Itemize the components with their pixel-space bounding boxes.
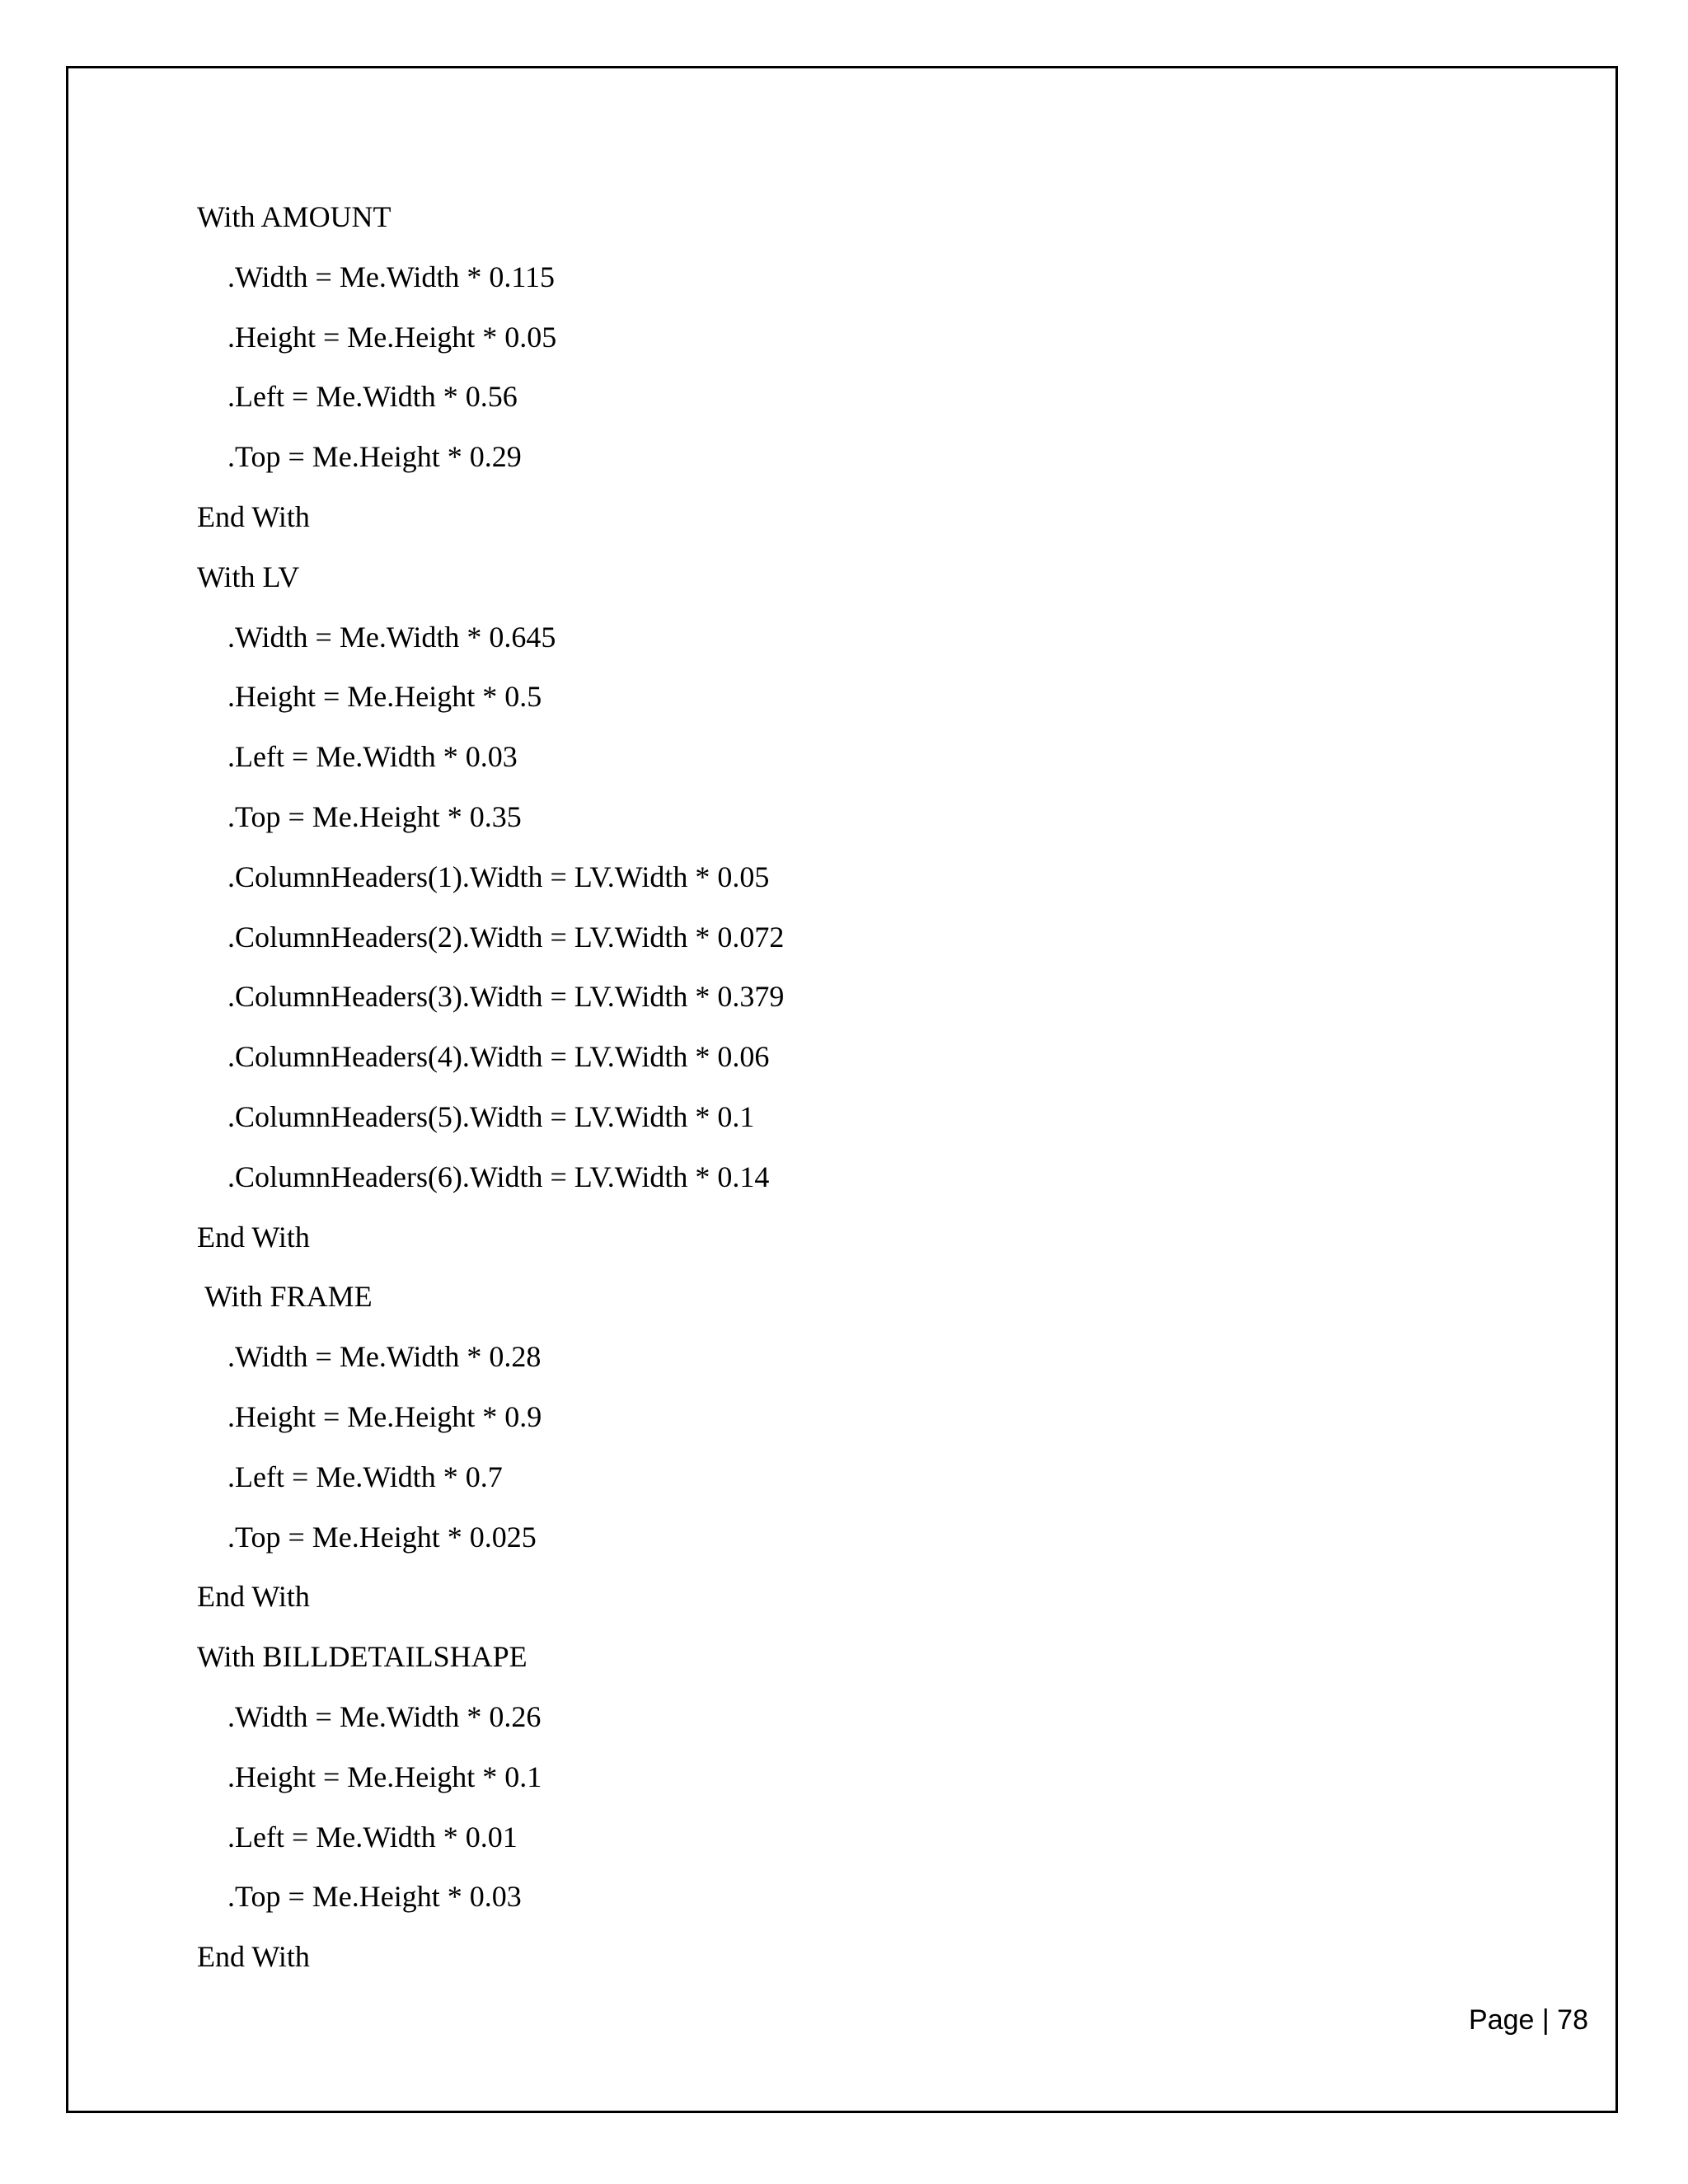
code-line: .Left = Me.Width * 0.7: [227, 1460, 503, 1493]
code-line: .ColumnHeaders(6).Width = LV.Width * 0.14: [227, 1160, 770, 1193]
code-line: .Height = Me.Height * 0.9: [227, 1399, 542, 1433]
code-line: With FRAME: [204, 1280, 373, 1314]
page-number: Page | 78: [1469, 2004, 1588, 2036]
code-line: .Width = Me.Width * 0.645: [227, 620, 556, 654]
code-line: End With: [197, 1220, 310, 1254]
code-line: .Width = Me.Width * 0.26: [227, 1699, 542, 1733]
code-line: .Height = Me.Height * 0.05: [227, 320, 557, 354]
code-line: .Height = Me.Height * 0.5: [227, 680, 542, 714]
code-line: .ColumnHeaders(5).Width = LV.Width * 0.1: [227, 1099, 755, 1133]
code-line: .Top = Me.Height * 0.025: [227, 1520, 537, 1554]
code-line: .ColumnHeaders(4).Width = LV.Width * 0.06: [227, 1040, 770, 1074]
code-line: .Width = Me.Width * 0.115: [227, 260, 556, 293]
code-line: With LV: [197, 560, 300, 593]
code-line: .Left = Me.Width * 0.01: [227, 1820, 518, 1854]
code-line: End With: [197, 1580, 310, 1614]
code-line: With BILLDETAILSHAPE: [197, 1640, 528, 1674]
code-line: .Width = Me.Width * 0.28: [227, 1340, 542, 1374]
code-line: .Top = Me.Height * 0.35: [227, 799, 522, 833]
code-line: With AMOUNT: [197, 200, 392, 233]
code-line: .Left = Me.Width * 0.03: [227, 740, 518, 774]
code-line: .ColumnHeaders(1).Width = LV.Width * 0.05: [227, 860, 770, 893]
code-line: .ColumnHeaders(3).Width = LV.Width * 0.379: [227, 980, 785, 1014]
code-line: End With: [197, 499, 310, 533]
code-line: .Left = Me.Width * 0.56: [227, 380, 518, 414]
code-line: .Height = Me.Height * 0.1: [227, 1760, 542, 1793]
code-line: .ColumnHeaders(2).Width = LV.Width * 0.072: [227, 920, 785, 954]
code-line: .Top = Me.Height * 0.29: [227, 440, 522, 474]
code-line: .Top = Me.Height * 0.03: [227, 1880, 522, 1914]
code-line: End With: [197, 1940, 310, 1974]
code-listing: [197, 195, 784, 1995]
